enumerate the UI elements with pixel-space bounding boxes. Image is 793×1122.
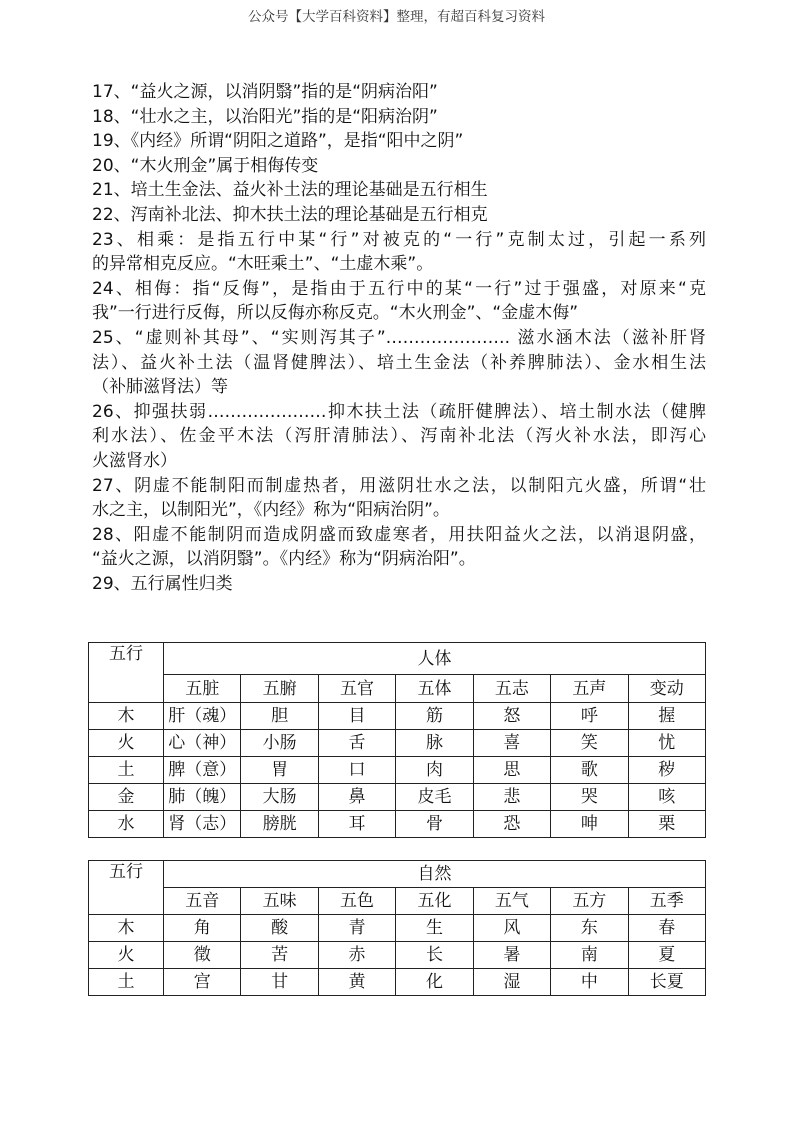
table-cell: 思 (473, 757, 550, 784)
text-line: 法）、益火补土法（温肾健脾法）、培土生金法（补养脾肺法）、金水相生法 (92, 352, 706, 373)
table-cell: 忧 (628, 730, 705, 757)
table-cell: 徵 (164, 942, 241, 969)
text-line: 利水法）、佐金平木法（泻肝清肺法）、泻南补北法（泻火补水法，即泻心 (92, 426, 706, 447)
table-cell: 风 (473, 915, 550, 942)
table-cell: 骨 (396, 811, 473, 838)
column-header: 五气 (473, 888, 550, 915)
table-cell: 耳 (318, 811, 395, 838)
table-cell: 肺（魄） (164, 784, 241, 811)
text-line: 我”一行进行反侮，所以反侮亦称反克。“木火刑金”、“金虚木侮” (92, 303, 579, 324)
group-header: 人体 (164, 643, 706, 675)
text-line: 29、五行属性归类 (92, 573, 233, 594)
nature-attributes-table (88, 860, 706, 996)
table-cell: 歌 (551, 757, 628, 784)
corner-header: 五行 (89, 861, 164, 915)
table-cell: 肾（志） (164, 811, 241, 838)
table-cell: 东 (551, 915, 628, 942)
table-cell: 呼 (551, 703, 628, 730)
row-header: 木 (89, 703, 164, 730)
table-cell: 酸 (241, 915, 318, 942)
table-row (89, 730, 706, 757)
column-header: 五季 (628, 888, 705, 915)
table-cell: 皮毛 (396, 784, 473, 811)
text-line: 22、泻南补北法、抑木扶土法的理论基础是五行相克 (92, 204, 488, 225)
text-line: 26、抑强扶弱…………………抑木扶土法（疏肝健脾法）、培土制水法（健脾 (92, 401, 706, 422)
table-cell: 笑 (551, 730, 628, 757)
table-cell: 化 (396, 969, 473, 996)
row-header: 土 (89, 969, 164, 996)
table-cell: 黄 (318, 969, 395, 996)
table-row (89, 757, 706, 784)
table-cell: 宫 (164, 969, 241, 996)
table-cell: 长夏 (628, 969, 705, 996)
table-cell: 春 (628, 915, 705, 942)
row-header: 金 (89, 784, 164, 811)
row-header: 木 (89, 915, 164, 942)
table-cell: 咳 (628, 784, 705, 811)
table-cell: 栗 (628, 811, 705, 838)
text-line: 水之主，以制阳光”，《内经》称为“阳病治阴”。 (92, 500, 450, 521)
column-header: 五腑 (241, 675, 318, 703)
column-header: 五音 (164, 888, 241, 915)
row-header: 火 (89, 730, 164, 757)
row-header: 土 (89, 757, 164, 784)
table-cell: 口 (318, 757, 395, 784)
table-cell: 握 (628, 703, 705, 730)
text-line: 17、“益火之源，以消阴翳”指的是“阴病治阳” (92, 82, 438, 102)
text-line: 25、“虚则补其母”、“实则泻其子”…………………. 滋水涵木法（滋补肝肾 (92, 327, 706, 348)
table-cell: 肉 (396, 757, 473, 784)
table-cell: 恐 (473, 811, 550, 838)
table-cell: 胆 (241, 703, 318, 730)
column-header: 五官 (318, 675, 395, 703)
table-cell: 呻 (551, 811, 628, 838)
table-cell: 角 (164, 915, 241, 942)
text-line: 27、阴虚不能制阳而制虚热者，用滋阴壮水之法，以制阳亢火盛，所谓“壮 (92, 475, 706, 496)
text-line: “益火之源，以消阴翳”。《内经》称为“阴病治阳”。 (92, 549, 476, 570)
table-cell: 肝（魂） (164, 703, 241, 730)
table-cell: 湿 (473, 969, 550, 996)
column-header: 五脏 (164, 675, 241, 703)
text-line: 21、培土生金法、益火补土法的理论基础是五行相生 (92, 180, 488, 201)
table-row (89, 703, 706, 730)
table-cell: 秽 (628, 757, 705, 784)
column-header: 五味 (241, 888, 318, 915)
table-cell: 南 (551, 942, 628, 969)
table-cell: 胃 (241, 757, 318, 784)
table-cell: 脉 (396, 730, 473, 757)
table-cell: 青 (318, 915, 395, 942)
column-header: 五体 (396, 675, 473, 703)
text-line: 的异常相克反应。“木旺乘土”、“土虚木乘”。 (92, 254, 434, 275)
table-cell: 悲 (473, 784, 550, 811)
table-row (89, 811, 706, 838)
table-cell: 小肠 (241, 730, 318, 757)
table-cell: 苦 (241, 942, 318, 969)
text-line: （补肺滋肾法）等 (92, 377, 228, 398)
table-cell: 哭 (551, 784, 628, 811)
table-row (89, 942, 706, 969)
table-cell: 脾（意） (164, 757, 241, 784)
text-line: 20、“木火刑金”属于相侮传变 (92, 155, 319, 176)
table-cell: 甘 (241, 969, 318, 996)
table-cell: 目 (318, 703, 395, 730)
table-row (89, 969, 706, 996)
table-cell: 膀胱 (241, 811, 318, 838)
text-line: 火滋肾水） (92, 450, 177, 471)
table-cell: 舌 (318, 730, 395, 757)
table-cell: 生 (396, 915, 473, 942)
table-cell: 夏 (628, 942, 705, 969)
column-header: 五色 (318, 888, 395, 915)
text-line: 24、相侮：指“反侮”，是指由于五行中的某“一行”过于强盛，对原来“克 (92, 278, 706, 299)
column-header: 变动 (628, 675, 705, 703)
table-cell: 鼻 (318, 784, 395, 811)
group-header: 自然 (164, 861, 706, 888)
column-header: 五声 (551, 675, 628, 703)
corner-header: 五行 (89, 643, 164, 703)
text-line: 19、《内经》所谓“阴阳之道路”，是指“阳中之阴” (92, 131, 464, 152)
table-cell: 筋 (396, 703, 473, 730)
column-header: 五化 (396, 888, 473, 915)
table-cell: 赤 (318, 942, 395, 969)
table-cell: 长 (396, 942, 473, 969)
column-header: 五方 (551, 888, 628, 915)
body-attributes-table (88, 642, 706, 838)
page-header: 公众号【大学百科资料】整理，有超百科复习资料 (248, 9, 545, 25)
row-header: 火 (89, 942, 164, 969)
row-header: 水 (89, 811, 164, 838)
text-line: 18、“壮水之主，以治阳光”指的是“阳病治阴” (92, 106, 438, 127)
table-cell: 暑 (473, 942, 550, 969)
text-line: 28、阳虚不能制阴而造成阴盛而致虚寒者，用扶阳益火之法，以消退阴盛， (92, 524, 706, 545)
document-body (92, 80, 706, 596)
table-cell: 怒 (473, 703, 550, 730)
table-cell: 大肠 (241, 784, 318, 811)
table-row (89, 784, 706, 811)
table-cell: 中 (551, 969, 628, 996)
column-header: 五志 (473, 675, 550, 703)
table-cell: 心（神） (164, 730, 241, 757)
table-row (89, 915, 706, 942)
table-cell: 喜 (473, 730, 550, 757)
text-line: 23、相乘：是指五行中某“行”对被克的“一行”克制太过，引起一系列 (92, 229, 706, 250)
